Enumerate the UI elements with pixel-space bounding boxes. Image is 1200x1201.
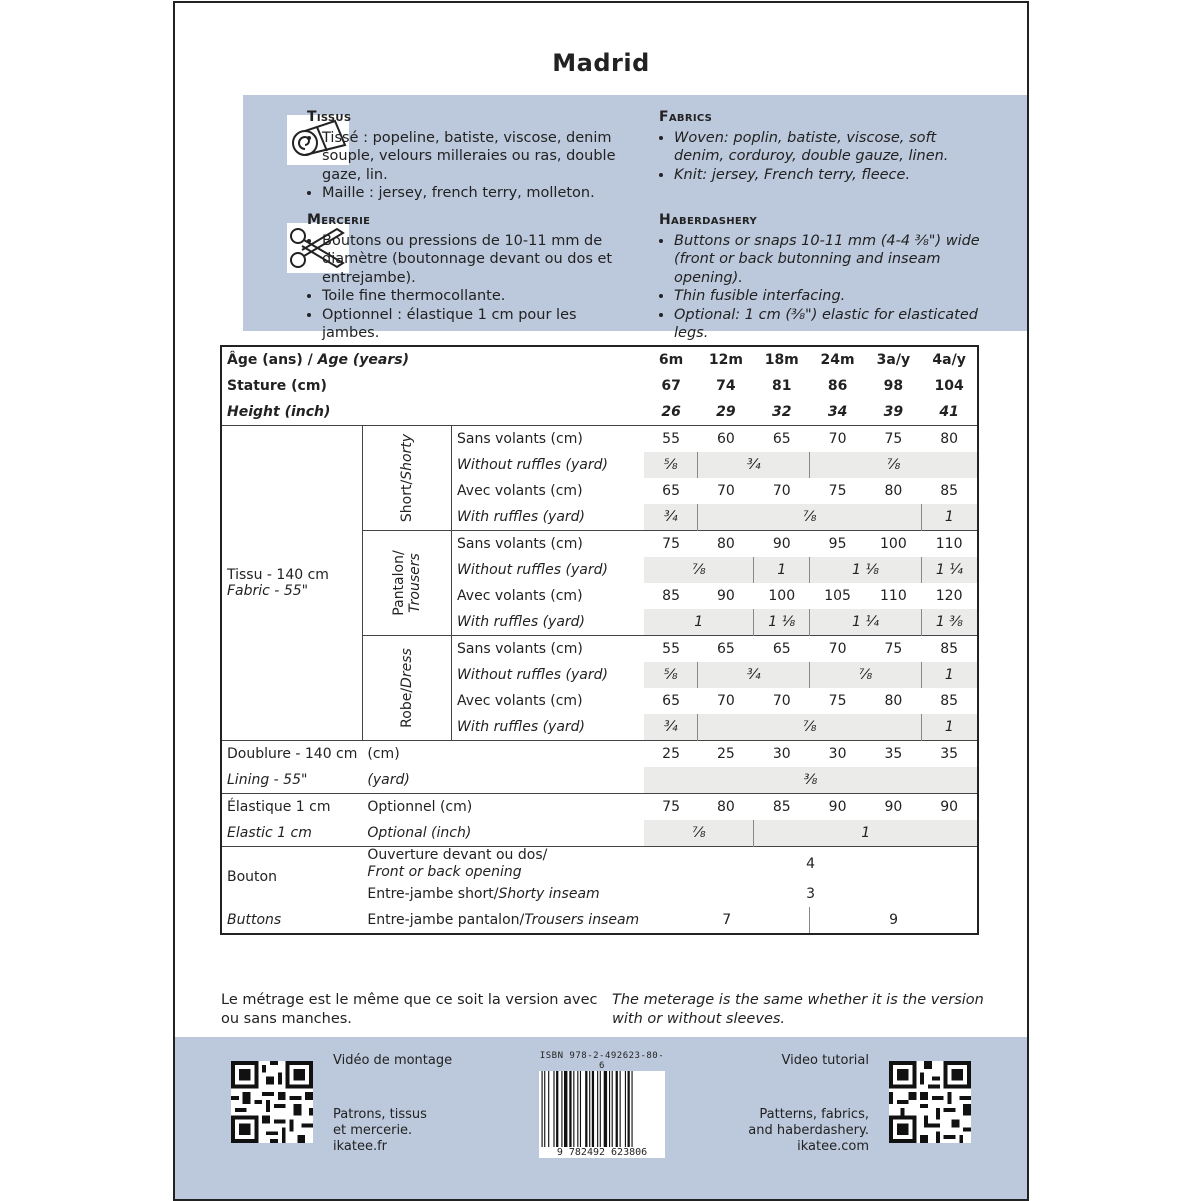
table-cell: 85 — [921, 636, 978, 663]
row-label: Without ruffles (yard) — [457, 667, 608, 683]
table-cell: 32 — [772, 404, 792, 420]
video-fr-label: Vidéo de montage — [333, 1053, 453, 1068]
notions-en-heading: Haberdashery — [659, 212, 758, 228]
table-cell: 1 — [754, 820, 978, 847]
table-cell: 1 — [644, 609, 754, 636]
table-cell: 80 — [884, 483, 903, 499]
table-cell: 26 — [661, 404, 681, 420]
table-cell: 1 — [921, 662, 978, 688]
table-cell: 98 — [883, 378, 904, 394]
table-cell: 95 — [810, 531, 866, 558]
table-cell: 65 — [698, 636, 754, 663]
list-item: • Thin fusible interfacing. — [674, 287, 989, 306]
table-cell: 85 — [940, 693, 959, 709]
table-cell: 100 — [768, 588, 796, 604]
row-label: Avec volants (cm) — [457, 588, 583, 604]
height-label: Height (inch) — [227, 404, 331, 420]
table-cell: ⅞ — [698, 504, 921, 531]
shop-en-label: Patterns, fabrics, and haberdashery. — [748, 1107, 869, 1138]
trousers-label: Pantalon/ Trousers — [362, 531, 451, 636]
table-cell: 80 — [698, 794, 754, 821]
row-label: (cm) — [362, 741, 644, 768]
materials-panel — [243, 95, 1029, 341]
table-cell: ⅜ — [644, 767, 978, 794]
table-cell: 24m — [820, 352, 855, 368]
table-cell: 67 — [661, 378, 681, 394]
list-item: • Maille : jersey, french terry, molleton. — [322, 184, 637, 203]
row-label: Sans volants (cm) — [452, 636, 645, 663]
site-en-link[interactable]: ikatee.com — [797, 1139, 869, 1154]
note-en: The meterage is the same whether it is the version with or without sleeves. — [612, 992, 984, 1027]
row-label: Without ruffles (yard) — [457, 562, 608, 578]
isbn-label: ISBN 978-2-492623-80-6 — [539, 1051, 665, 1071]
table-cell: 70 — [716, 693, 735, 709]
page-title: Madrid — [552, 49, 650, 77]
table-cell: 18m — [764, 352, 799, 368]
table-cell: 110 — [921, 531, 978, 558]
table-cell: 74 — [716, 378, 736, 394]
table-cell: 70 — [772, 693, 791, 709]
table-cell: 70 — [810, 426, 866, 453]
table-cell: 12m — [708, 352, 743, 368]
list-item: • Optional: 1 cm (⅜") elastic for elasticated legs. — [674, 306, 989, 343]
table-row — [221, 820, 978, 847]
row-label: Avec volants (cm) — [457, 693, 583, 709]
row-label: With ruffles (yard) — [457, 719, 586, 735]
button-label: Bouton — [221, 847, 362, 908]
table-row — [221, 426, 978, 453]
site-fr-link[interactable]: ikatee.fr — [333, 1139, 388, 1154]
table-cell: 60 — [698, 426, 754, 453]
table-cell: 105 — [824, 588, 851, 604]
shop-fr-label: Patrons, tissus et mercerie. — [333, 1107, 427, 1138]
table-cell: 3 — [806, 886, 816, 902]
table-cell: 75 — [866, 426, 922, 453]
table-row — [221, 373, 978, 399]
table-cell: 120 — [935, 588, 963, 604]
table-cell: 55 — [644, 426, 698, 453]
table-row — [221, 346, 978, 373]
list-item: • Buttons or snaps 10-11 mm (4-4 ⅜") wide (front or back butonning and inseam opening). — [674, 232, 989, 288]
table-cell: 65 — [754, 636, 810, 663]
fabrics-en — [659, 108, 989, 184]
table-cell: 6m — [658, 352, 684, 368]
table-cell: 90 — [716, 588, 735, 604]
qr-code-en[interactable] — [889, 1061, 971, 1143]
table-cell: 1 ¼ — [810, 609, 922, 636]
table-cell: ¾ — [698, 662, 810, 688]
table-cell: 86 — [827, 378, 848, 394]
table-cell: 80 — [921, 426, 978, 453]
table-row — [221, 847, 978, 882]
table-cell: 70 — [810, 636, 866, 663]
table-row — [221, 399, 978, 426]
notions-fr-heading: Mercerie — [307, 212, 371, 228]
table-cell: 34 — [827, 404, 848, 420]
list-item: • Woven: poplin, batiste, viscose, soft denim, corduroy, double gauze, linen. — [674, 129, 989, 166]
table-cell: 25 — [698, 741, 754, 768]
row-label: Ouverture devant ou dos/ Front or back opening — [362, 847, 644, 882]
fabrics-fr-heading: Tissus — [307, 109, 352, 125]
table-cell: 35 — [921, 741, 978, 768]
table-cell: 1 ⅛ — [754, 609, 810, 636]
table-cell: 4a/y — [932, 352, 966, 368]
table-cell: 7 — [722, 912, 732, 928]
note-fr: Le métrage est le même que ce soit la version avec ou sans manches. — [221, 992, 598, 1027]
table-cell: 75 — [828, 693, 847, 709]
table-cell: 70 — [772, 483, 791, 499]
table-cell: ⅝ — [644, 452, 698, 478]
table-cell: 1 — [921, 714, 978, 741]
table-cell: 100 — [866, 531, 922, 558]
table-cell: 75 — [644, 794, 698, 821]
table-cell: 1 ¼ — [921, 557, 978, 583]
qr-code-fr[interactable] — [231, 1061, 313, 1143]
table-cell: 1 ⅛ — [810, 557, 922, 583]
row-label: Without ruffles (yard) — [457, 457, 608, 473]
short-label: Short/Shorty — [362, 426, 451, 531]
table-cell: 75 — [644, 531, 698, 558]
list-item: • Boutons ou pressions de 10-11 mm de diamètre (boutonnage devant ou dos et entrejambe). — [322, 232, 637, 288]
table-cell: 90 — [754, 531, 810, 558]
row-label: Optionnel (cm) — [362, 794, 644, 821]
row-label: Entre-jambe short/Shorty inseam — [367, 886, 600, 902]
table-cell: 81 — [772, 378, 792, 394]
list-item: • Tissé : popeline, batiste, viscose, denim souple, velours milleraies ou ras, double gaze, lin. — [322, 129, 637, 185]
row-label: Optional (inch) — [367, 825, 472, 841]
table-cell: 3a/y — [876, 352, 911, 368]
table-cell: 80 — [884, 693, 903, 709]
fabrics-en-heading: Fabrics — [659, 109, 713, 125]
table-cell: 65 — [662, 693, 680, 709]
notions-en — [659, 211, 989, 343]
row-label: (yard) — [367, 772, 410, 788]
pattern-back-sheet — [173, 1, 1029, 1201]
table-cell: 65 — [754, 426, 810, 453]
table-cell: ⅞ — [644, 820, 754, 847]
table-cell: 1 — [754, 557, 810, 583]
table-cell: 1 ⅜ — [921, 609, 978, 636]
fabrics-fr — [307, 108, 637, 203]
row-label: With ruffles (yard) — [457, 509, 586, 525]
list-item: • Knit: jersey, French terry, fleece. — [674, 166, 989, 185]
table-cell: ⅞ — [698, 714, 921, 741]
fabric-label: Tissu - 140 cm Fabric - 55" — [221, 426, 362, 741]
row-label: Avec volants (cm) — [457, 483, 583, 499]
table-cell: 85 — [754, 794, 810, 821]
table-cell: 75 — [866, 636, 922, 663]
barcode-digits: 9 782492 623806 — [539, 1147, 665, 1158]
table-row — [221, 741, 978, 768]
table-cell: 9 — [810, 907, 978, 934]
table-cell: 110 — [880, 588, 907, 604]
row-label: Sans volants (cm) — [452, 531, 645, 558]
list-item: • Optionnel : élastique 1 cm pour les jambes. — [322, 306, 637, 343]
table-cell: ⅝ — [644, 662, 698, 688]
table-cell: 25 — [644, 741, 698, 768]
elastic-label-en: Elastic 1 cm — [227, 825, 312, 841]
table-cell: 30 — [810, 741, 866, 768]
barcode — [539, 1051, 665, 1158]
table-cell: 35 — [866, 741, 922, 768]
table-cell: 75 — [828, 483, 847, 499]
row-label: Sans volants (cm) — [452, 426, 645, 453]
table-cell: 55 — [644, 636, 698, 663]
table-cell: 4 — [644, 847, 978, 882]
list-item: • Toile fine thermocollante. — [322, 287, 637, 306]
table-cell: 90 — [810, 794, 866, 821]
table-cell: 41 — [939, 404, 959, 420]
table-cell: 70 — [716, 483, 735, 499]
table-cell: ¾ — [698, 452, 810, 478]
lining-label-en: Lining - 55" — [227, 772, 308, 788]
table-cell: ¾ — [644, 504, 698, 531]
table-cell: 29 — [716, 404, 736, 420]
table-row — [221, 794, 978, 821]
age-label: Âge (ans) / Age (years) — [227, 352, 409, 368]
table-row — [221, 767, 978, 794]
video-en-label: Video tutorial — [781, 1053, 869, 1068]
row-label: Entre-jambe pantalon/Trousers inseam — [367, 912, 640, 928]
table-cell: 65 — [662, 483, 680, 499]
stature-label: Stature (cm) — [227, 378, 327, 394]
table-cell: 90 — [921, 794, 978, 821]
notions-fr — [307, 211, 637, 343]
table-cell: 85 — [662, 588, 680, 604]
row-label: With ruffles (yard) — [457, 614, 586, 630]
table-cell: ⅞ — [644, 557, 754, 583]
dress-label: Robe/Dress — [362, 636, 451, 741]
elastic-label: Élastique 1 cm — [221, 794, 362, 821]
barcode-bars — [539, 1071, 665, 1147]
lining-label: Doublure - 140 cm — [221, 741, 362, 768]
table-cell: 30 — [754, 741, 810, 768]
table-cell: 39 — [883, 404, 904, 420]
table-cell: ⅞ — [810, 452, 978, 478]
table-cell: 1 — [921, 504, 978, 531]
table-row — [221, 907, 978, 934]
table-cell: ¾ — [644, 714, 698, 741]
table-cell: 90 — [866, 794, 922, 821]
table-cell: 80 — [698, 531, 754, 558]
table-cell: ⅞ — [810, 662, 922, 688]
table-cell: 104 — [934, 378, 964, 394]
table-cell: 85 — [940, 483, 959, 499]
button-label-en: Buttons — [227, 912, 282, 928]
size-chart-table — [220, 345, 979, 935]
